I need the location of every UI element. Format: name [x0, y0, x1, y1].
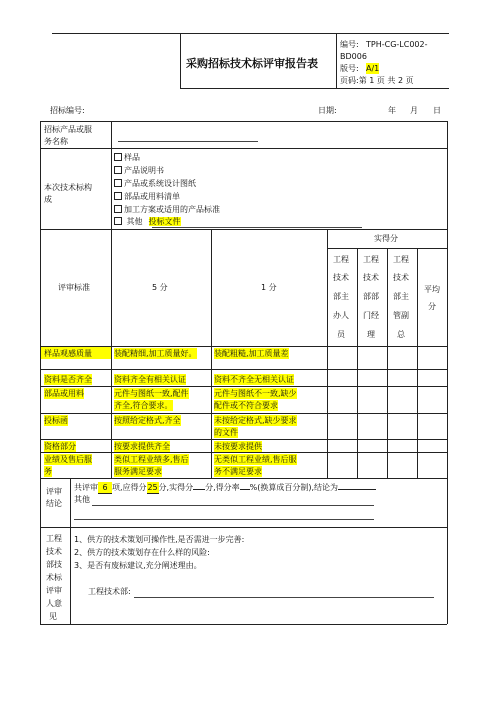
signature-field[interactable]	[134, 597, 434, 598]
tech-docs-label: 本次技术标构	[44, 183, 92, 192]
version-value: A/1	[366, 64, 380, 73]
doc-number-label: 编号:	[340, 40, 359, 49]
row-one-desc: 未按给定格式,缺少要求	[214, 416, 297, 425]
conclusion-label: 评审	[46, 487, 62, 496]
row-five-desc: 资料齐全有相关认证	[114, 375, 186, 384]
date-year: 年	[388, 106, 396, 115]
conclusion-result-label: %(换算成百分制),结论为	[249, 483, 339, 492]
checkbox-icon	[114, 166, 122, 174]
row-one-desc-cont: 配件或不符合要求	[214, 401, 278, 410]
date-label: 日期:	[318, 106, 337, 115]
date-day: 日	[433, 106, 441, 115]
tech-doc-other-value: 投标文件	[148, 217, 181, 226]
conclusion-expected-label: 项,应得分	[112, 483, 147, 492]
row-five-desc-cont: 齐全,符合要求。	[114, 401, 173, 410]
row-five-desc: 类似工程业绩多,售后	[114, 455, 189, 464]
conclusion-label-cont: 结论	[46, 499, 62, 508]
row-one-desc: 资料不齐全无相关认证	[214, 375, 294, 384]
tech-doc-item-label: 加工方案或适用的产品标准	[124, 205, 220, 214]
row-item: 业绩及售后服	[44, 455, 92, 464]
row-one-desc: 无类似工程业绩,售后服	[214, 455, 297, 464]
row-item: 资料是否齐全	[44, 375, 92, 384]
row-item: 部品或用料	[44, 389, 84, 398]
row-item: 资格部分	[44, 442, 76, 451]
conclusion-result-field[interactable]	[338, 489, 376, 490]
conclusion-other-field[interactable]	[92, 505, 374, 506]
tech-docs-label-cont: 成	[44, 195, 52, 204]
product-label: 招标产品或服	[44, 125, 92, 134]
tech-doc-other-label: 其他	[126, 217, 143, 226]
checkbox-icon	[114, 179, 122, 187]
conclusion-other-field-line2[interactable]	[74, 519, 374, 520]
doc-title: 采购招标技术标评审报告表	[186, 57, 318, 70]
row-one-desc: 装配粗糙,加工质量差	[214, 349, 289, 358]
doc-number-value: TPH-CG-LC002-	[366, 40, 428, 49]
expected-score[interactable]: 25	[147, 483, 158, 492]
item-count[interactable]: 6	[98, 482, 112, 494]
checkbox-icon	[114, 217, 122, 225]
opinion-line: 3、是否有废标建议,充分阐述理由。	[74, 561, 202, 570]
tech-doc-item-sample[interactable]	[114, 152, 140, 163]
tech-doc-item-label: 样品	[124, 153, 140, 162]
conclusion-actual-label: 分,实得分	[158, 483, 194, 492]
version-label: 版号:	[340, 64, 359, 73]
tech-doc-item-label: 部品或用料清单	[124, 192, 180, 201]
row-five-desc: 按照给定格式,齐全	[114, 416, 181, 425]
row-five-desc-cont: 服务满足要求	[114, 467, 162, 476]
row-five-desc: 按要求提供齐全	[114, 442, 170, 451]
row-one-desc: 未按要求提供	[214, 442, 262, 451]
conclusion-rate-label: 分,得分率	[205, 483, 240, 492]
row-item: 样品观感质量	[44, 349, 92, 358]
tech-doc-item-manual[interactable]	[114, 165, 164, 176]
row-one-desc: 元件与图纸不一致,缺少	[214, 389, 297, 398]
tech-doc-item-drawings[interactable]	[114, 178, 196, 189]
tech-doc-item-bom[interactable]	[114, 191, 180, 202]
product-name-field[interactable]	[118, 141, 258, 142]
signature-label: 工程技术部:	[88, 587, 131, 596]
row-five-desc: 装配精细,加工质量好。	[114, 349, 197, 358]
tech-doc-item-standard[interactable]	[114, 204, 220, 215]
date-month: 月	[410, 106, 418, 115]
tech-doc-other-field[interactable]	[152, 227, 362, 228]
checkbox-icon	[114, 153, 122, 161]
row-five-desc: 元件与图纸一致,配件	[114, 389, 189, 398]
tech-doc-item-label: 产品说明书	[124, 166, 164, 175]
bid-number-label: 招标编号:	[50, 106, 85, 115]
checkbox-icon	[114, 205, 122, 213]
conclusion-other-label: 其他	[74, 495, 90, 504]
checkbox-icon	[114, 192, 122, 200]
actual-score-field[interactable]	[193, 489, 205, 490]
tech-doc-item-other[interactable]	[114, 216, 181, 227]
page-info: 页码:第 1 页 共 2 页	[340, 76, 414, 85]
doc-number-value-cont: BD006	[340, 52, 367, 61]
opinion-line: 2、供方的技术策划存在什么样的风险:	[74, 548, 210, 557]
product-label-cont: 务名称	[44, 137, 68, 146]
one-point-header: 1 分	[261, 283, 277, 292]
score-group-header: 实得分	[374, 234, 398, 243]
opinion-line: 1、供方的技术策划可操作性,是否需进一步完善:	[74, 535, 245, 544]
tech-doc-item-label: 产品或系统设计图纸	[124, 179, 196, 188]
row-one-desc-cont: 务不满足要求	[214, 467, 262, 476]
five-point-header: 5 分	[152, 283, 168, 292]
score-rate-field[interactable]	[240, 489, 250, 490]
conclusion-prefix: 共评审	[74, 483, 98, 492]
row-item: 投标函	[44, 416, 68, 425]
row-item-cont: 务	[44, 467, 52, 476]
row-one-desc-cont: 的文件	[214, 428, 238, 437]
criteria-header: 评审标准	[58, 283, 90, 292]
conclusion-text	[74, 482, 376, 494]
